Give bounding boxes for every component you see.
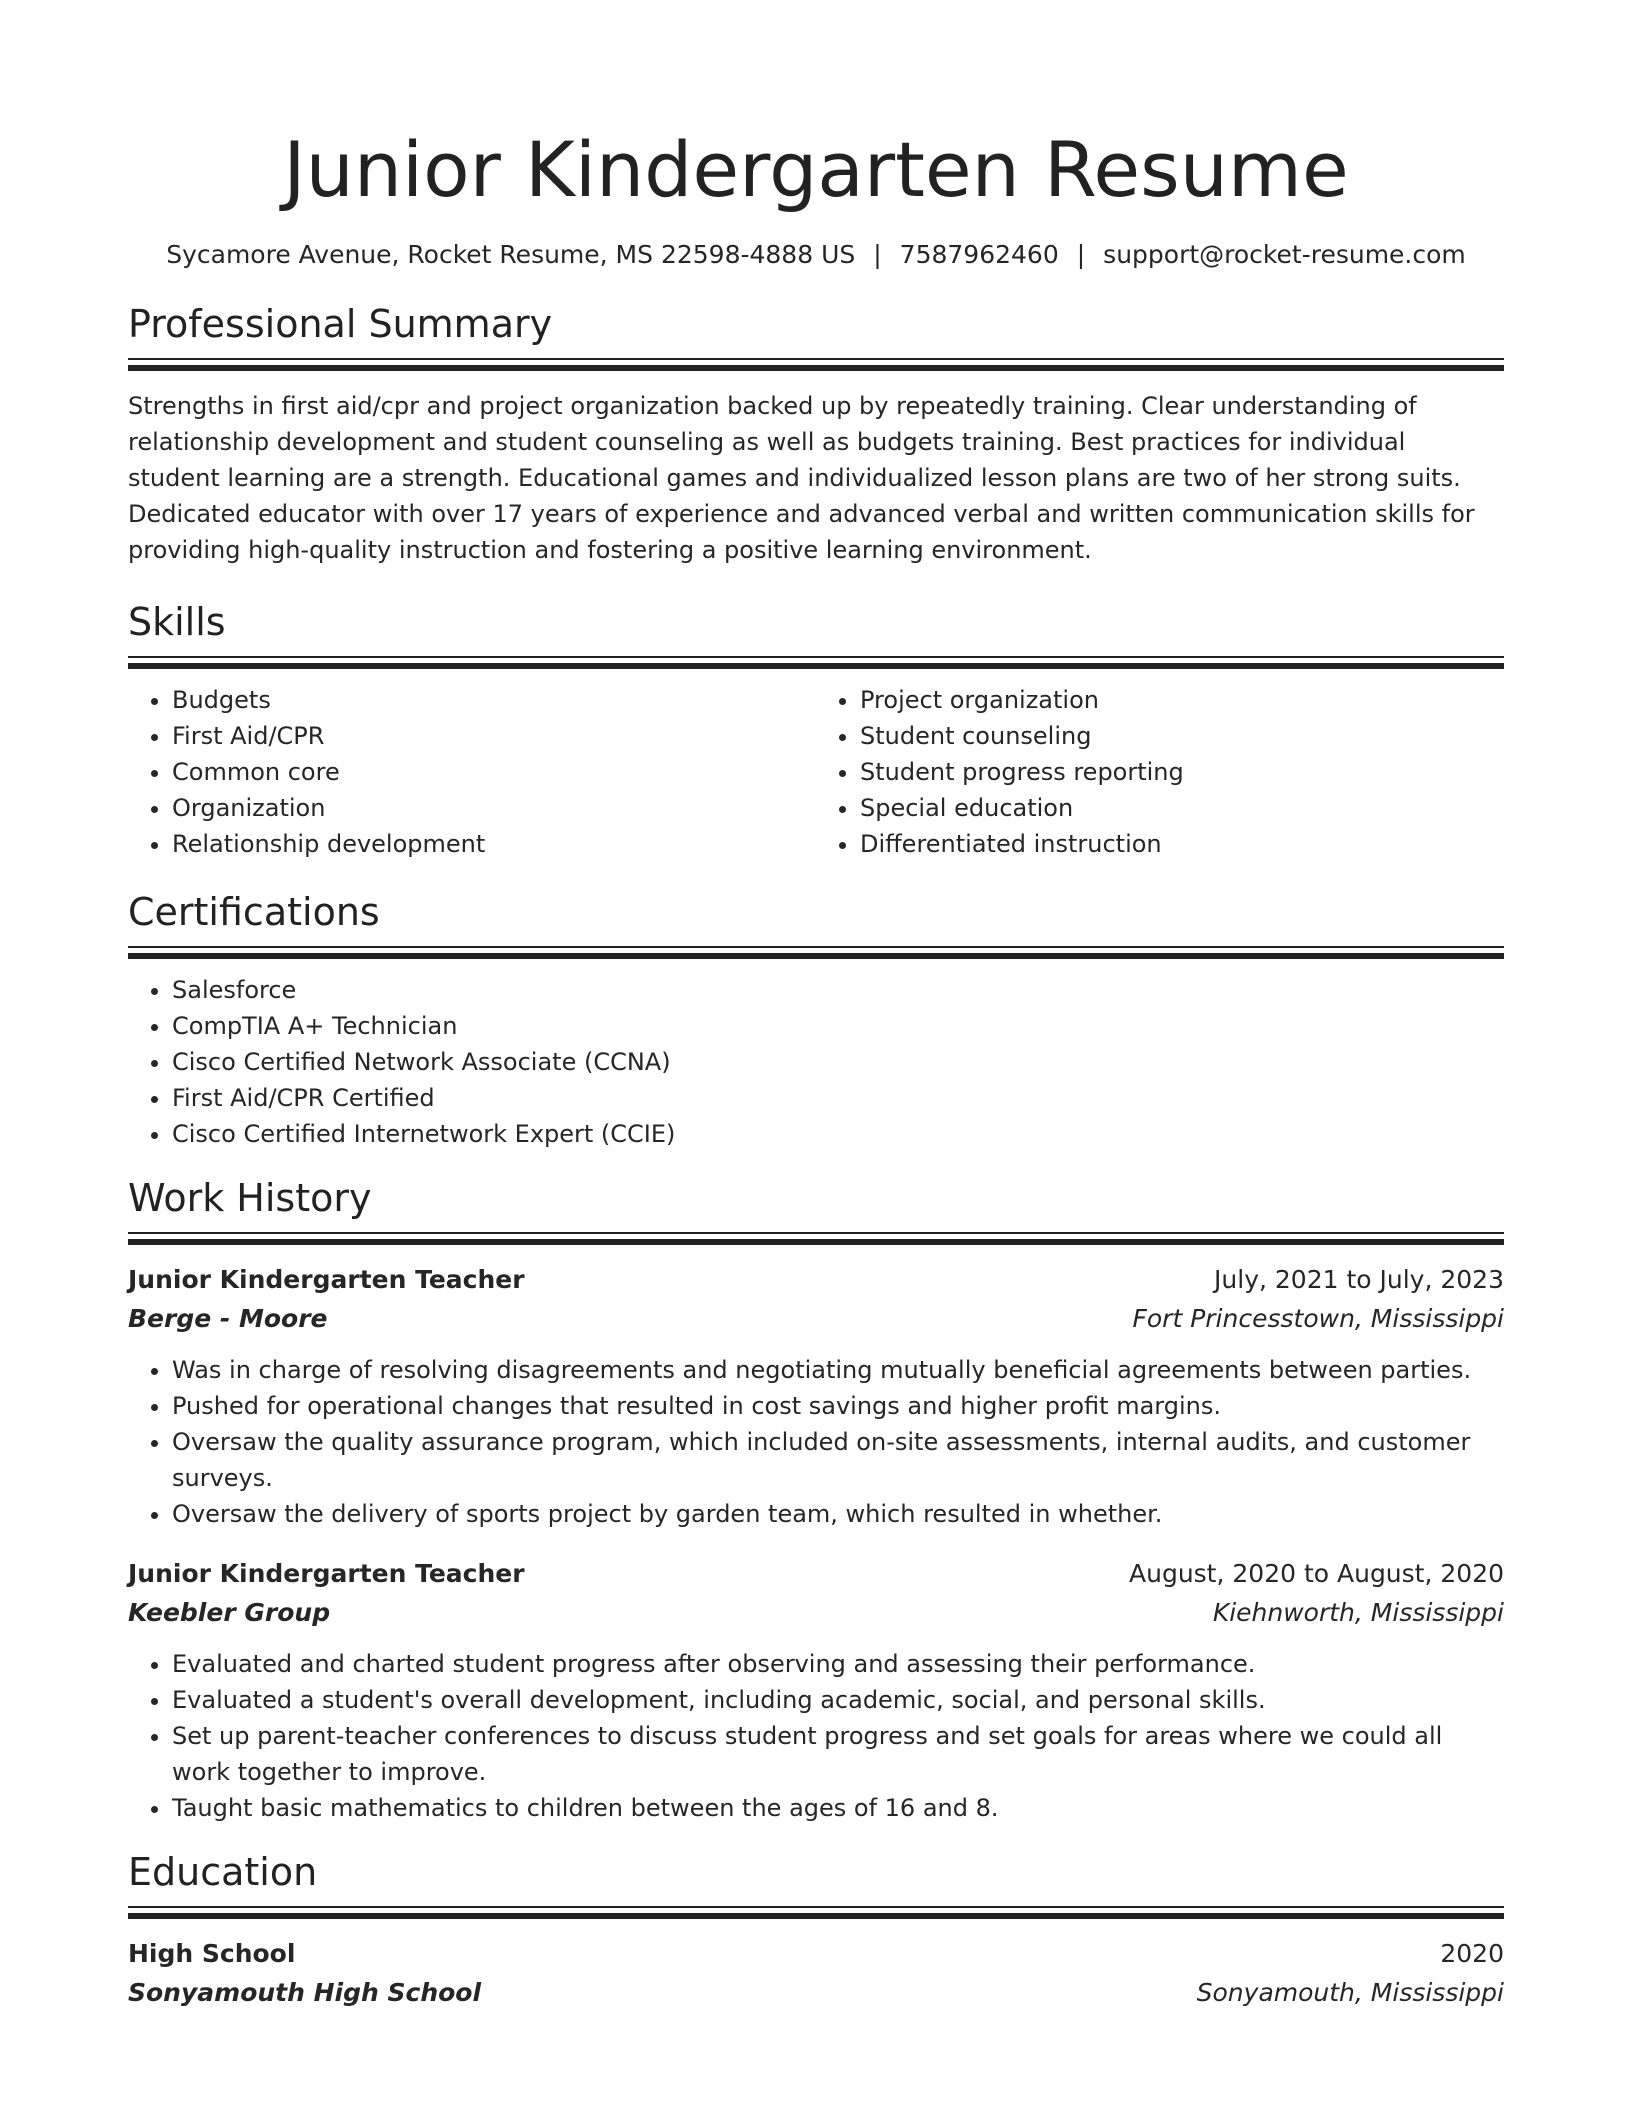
education-entry	[128, 1934, 1504, 2012]
job-bullet: • Taught basic mathematics to children between the ages of 16 and 8.	[172, 1790, 1504, 1826]
certification-item: • Cisco Certified Network Associate (CCNA)	[172, 1044, 1504, 1080]
job-location: Fort Princesstown, Mississippi	[1132, 1304, 1504, 1333]
skill-item: • Differentiated instruction	[860, 826, 1504, 862]
work-history-section	[128, 1174, 1504, 1826]
section-divider	[128, 358, 1504, 372]
job-entry	[128, 1260, 1504, 1532]
certifications-section	[128, 888, 1504, 1152]
job-subheader	[128, 1594, 1504, 1632]
job-dates: July, 2021 to July, 2023	[1214, 1265, 1504, 1294]
job-title: Junior Kindergarten Teacher	[128, 1559, 525, 1588]
education-section	[128, 1848, 1504, 2012]
job-bullets	[128, 1352, 1504, 1532]
job-header	[128, 1554, 1504, 1594]
contact-separator: |	[873, 240, 882, 269]
summary-text: Strengths in first aid/cpr and project organization backed up by repeatedly training. Clear understanding of relationship development and student counseling as well as budgets training. Best practices for individual student learning are a strength. Educational games and individualized lesson plans are two of her strong suits. Dedicated educator with over 17 years of experience and advanced verbal and written communication skills for providing high-quality instruction and fostering a positive learning environment.	[128, 392, 1475, 564]
job-title: Junior Kindergarten Teacher	[128, 1265, 525, 1294]
skills-grid	[128, 682, 1504, 862]
section-title-certifications: Certifications	[128, 890, 380, 934]
skill-item: • Special education	[860, 790, 1504, 826]
education-school: Sonyamouth High School	[128, 1978, 482, 2007]
job-bullet: • Oversaw the delivery of sports project by garden team, which resulted in whether.	[172, 1496, 1504, 1532]
job-location: Kiehnworth, Mississippi	[1212, 1598, 1504, 1627]
job-bullet: • Was in charge of resolving disagreements and negotiating mutually beneficial agreements between parties.	[172, 1352, 1504, 1388]
section-divider	[128, 1232, 1504, 1246]
skill-item: • First Aid/CPR	[172, 718, 816, 754]
education-header	[128, 1934, 1504, 1974]
section-divider	[128, 656, 1504, 670]
job-bullet: • Set up parent-teacher conferences to discuss student progress and set goals for areas where we could all work together to improve.	[172, 1718, 1504, 1790]
contact-address: Sycamore Avenue, Rocket Resume, MS 22598-4888 US	[166, 240, 856, 269]
certification-item: • Cisco Certified Internetwork Expert (CCIE)	[172, 1116, 1504, 1152]
skill-item: • Organization	[172, 790, 816, 826]
skill-item: • Budgets	[172, 682, 816, 718]
contact-email: support@rocket-resume.com	[1103, 240, 1466, 269]
job-dates: August, 2020 to August, 2020	[1129, 1559, 1504, 1588]
job-bullet: • Oversaw the quality assurance program, which included on-site assessments, internal audits, and customer surveys.	[172, 1424, 1504, 1496]
skill-item: • Common core	[172, 754, 816, 790]
job-bullet: • Pushed for operational changes that resulted in cost savings and higher profit margins.	[172, 1388, 1504, 1424]
contact-line	[128, 238, 1504, 272]
job-bullets	[128, 1646, 1504, 1826]
skills-list-right	[816, 682, 1504, 862]
job-bullet: • Evaluated a student's overall development, including academic, social, and personal skills.	[172, 1682, 1504, 1718]
skills-section	[128, 598, 1504, 862]
section-title-summary: Professional Summary	[128, 302, 553, 346]
section-title-work-history: Work History	[128, 1176, 372, 1220]
summary-section	[128, 300, 1504, 568]
job-header	[128, 1260, 1504, 1300]
job-company: Berge - Moore	[128, 1304, 328, 1333]
job-entry	[128, 1554, 1504, 1826]
certifications-list	[128, 972, 1504, 1152]
education-subheader	[128, 1974, 1504, 2012]
skill-item: • Project organization	[860, 682, 1504, 718]
job-company: Keebler Group	[128, 1598, 331, 1627]
education-degree: High School	[128, 1939, 296, 1968]
contact-separator: |	[1076, 240, 1086, 269]
section-divider	[128, 946, 1504, 960]
job-bullet: • Evaluated and charted student progress after observing and assessing their performance.	[172, 1646, 1504, 1682]
certification-item: • First Aid/CPR Certified	[172, 1080, 1504, 1116]
skill-item: • Relationship development	[172, 826, 816, 862]
certification-item: • Salesforce	[172, 972, 1504, 1008]
skills-list-left	[128, 682, 816, 862]
resume-page	[128, 0, 1504, 2012]
certification-item: • CompTIA A+ Technician	[172, 1008, 1504, 1044]
section-divider	[128, 1906, 1504, 1920]
education-year: 2020	[1440, 1939, 1504, 1968]
education-location: Sonyamouth, Mississippi	[1196, 1978, 1504, 2007]
resume-title: Junior Kindergarten Resume	[283, 125, 1349, 214]
section-title-education: Education	[128, 1850, 318, 1894]
section-title-skills: Skills	[128, 600, 226, 644]
contact-phone: 7587962460	[899, 240, 1059, 269]
skill-item: • Student counseling	[860, 718, 1504, 754]
job-subheader	[128, 1300, 1504, 1338]
skill-item: • Student progress reporting	[860, 754, 1504, 790]
